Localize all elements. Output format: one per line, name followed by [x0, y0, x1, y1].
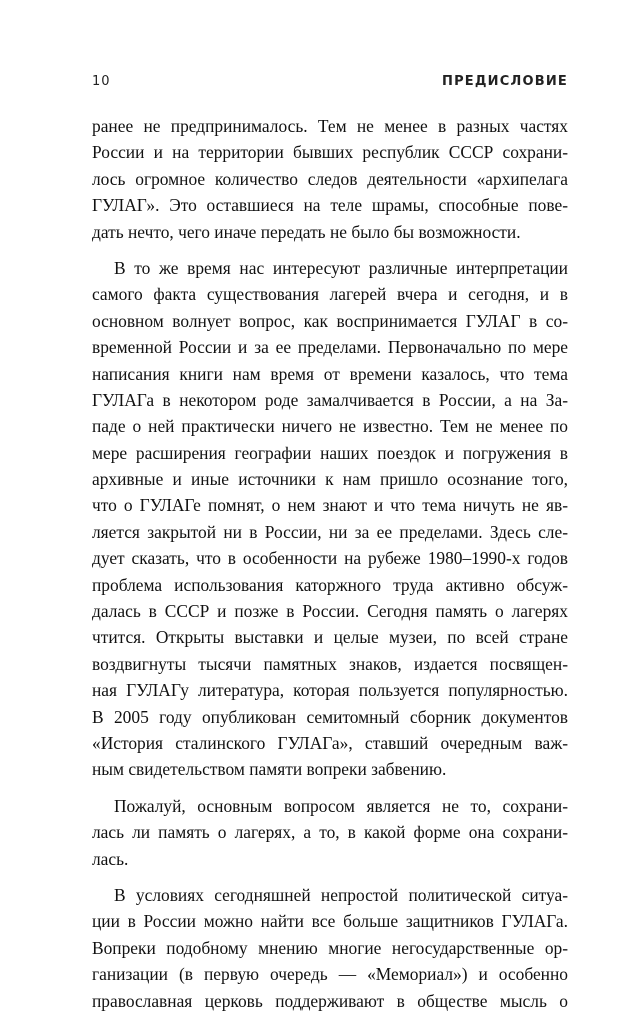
text-line: В 2005 году опубликован семитомный сборник документов [92, 706, 568, 727]
text-line: самого факта существования лагерей вчера и сегодня, и в [92, 284, 568, 305]
paragraph-gap [92, 872, 568, 882]
text-line: ным свидетельством памяти вопреки забвению. [92, 759, 447, 780]
text-line: ции в России можно найти все больше защитников ГУЛАГа. [92, 911, 568, 932]
paragraph-gap [92, 783, 568, 793]
text-line: основном волнует вопрос, как воспринимается ГУЛАГ в со- [92, 310, 568, 331]
text-line: ная ГУЛАГу литература, которая пользуется популярностью. [92, 680, 568, 701]
text-line: России и на территории бывших республик СССР сохрани- [92, 142, 568, 163]
body-text [92, 113, 568, 1014]
text-line: проблема использования каторжного труда активно обсуж- [92, 574, 568, 595]
paragraph [92, 882, 568, 1014]
text-line: дует сказать, что в особенности на рубеже 1980–1990-х годов [92, 548, 568, 569]
text-line: мере расширения географии наших поездок и погружения в [92, 442, 568, 463]
paragraph [92, 793, 568, 872]
running-head [92, 74, 568, 94]
section-title: ПРЕДИСЛОВИЕ [441, 74, 568, 89]
text-line: воздвигнуты тысячи памятных знаков, издается посвящен- [92, 653, 568, 674]
paragraph-gap [92, 245, 568, 255]
text-line: что о ГУЛАГе помнят, о нем знают и что тема ничуть не яв- [92, 495, 568, 516]
text-line: архивные и иные источники к нам пришло осознание того, [92, 469, 568, 490]
text-line: православная церковь поддерживают в обществе мысль о [92, 990, 568, 1011]
text-line: В то же время нас интересуют различные интерпретации [114, 257, 568, 278]
text-line: паде о ней практически ничего не известно. Тем не менее по [92, 416, 568, 437]
text-line: ганизации (в первую очередь — «Мемориал») и особенно [92, 964, 568, 985]
text-line: лась ли память о лагерях, а то, в какой форме она сохрани- [92, 822, 568, 843]
text-line: ГУЛАГа в некотором роде замалчивается в России, а на За- [92, 389, 568, 410]
text-line: Пожалуй, основным вопросом является не то, сохрани- [114, 795, 568, 816]
text-line: чтится. Открыты выставки и целые музеи, по всей стране [92, 627, 568, 648]
text-line: написания книги нам время от времени казалось, что тема [92, 363, 568, 384]
text-line: ляется закрытой ни в России, ни за ее пределами. Здесь сле- [92, 521, 568, 542]
text-line: «История сталинского ГУЛАГа», ставший очередным важ- [92, 732, 568, 753]
paragraph [92, 113, 568, 245]
text-line: далась в СССР и позже в России. Сегодня память о лагерях [92, 601, 568, 622]
page-number: 10 [92, 74, 111, 89]
text-line: ГУЛАГ». Это оставшиеся на теле шрамы, способные пове- [92, 195, 568, 216]
text-line: временной России и за ее пределами. Первоначально по мере [92, 337, 568, 358]
paragraph [92, 255, 568, 783]
text-line: Вопреки подобному мнению многие негосударственные ор- [92, 937, 568, 958]
text-line: лась. [92, 848, 129, 869]
text-line: В условиях сегодняшней непростой политической ситуа- [114, 884, 568, 905]
text-line: ранее не предпринималось. Тем не менее в разных частях [92, 116, 568, 136]
text-line: лось огромное количество следов деятельности «архипелага [92, 168, 568, 189]
text-line: дать нечто, чего иначе передать не было бы возможности. [92, 221, 521, 242]
